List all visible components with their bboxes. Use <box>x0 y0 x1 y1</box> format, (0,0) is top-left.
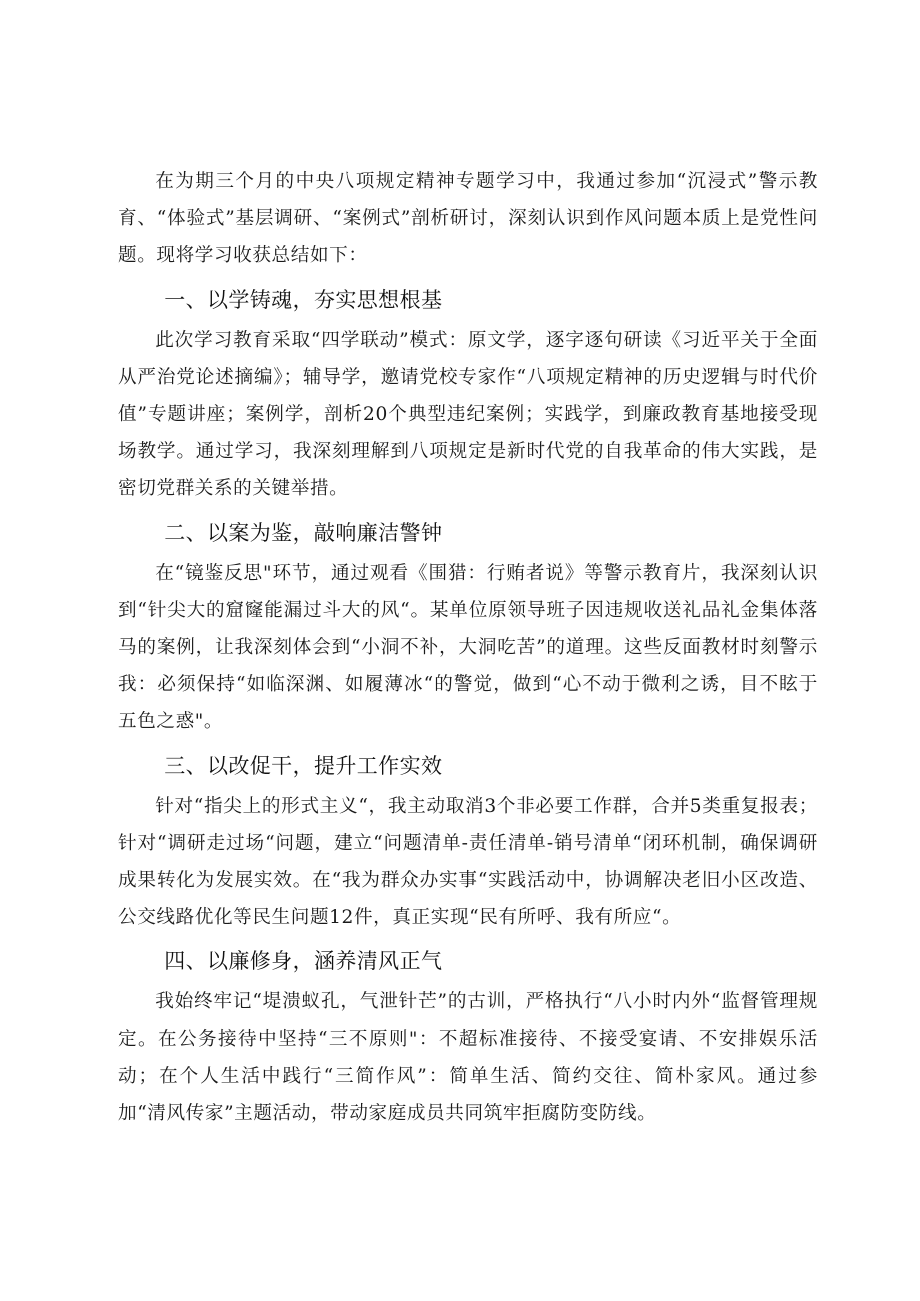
section-body-3: 针对“指尖上的形式主义“，我主动取消3个非必要工作群，合并5类重复报表；针对“调研走过场“问题，建立“问题清单-责任清单-销号清单“闭环机制，确保调研成果转化为发展实效。在“我为群众办实事“实践活动中，协调解决老旧小区改造、公交线路优化等民生问题12件，真正实现“民有所呼、我有所应“。 <box>118 795 818 929</box>
document-page <box>118 163 818 1139</box>
section-heading-3: 三、以改促干，提升工作实效 <box>164 753 443 778</box>
section-body-1: 此次学习教育采取“四学联动”模式：原文学，逐字逐句研读《习近平关于全面从严治党论述摘编》；辅导学，邀请党校专家作“八项规定精神的历史逻辑与时代价值”专题讲座；案例学，剖析20个典型违纪案例；实践学，到廉政教育基地接受现场教学。通过学习，我深刻理解到八项规定是新时代党的自我革命的伟大实践，是密切党群关系的关键举措。 <box>118 329 818 500</box>
section-heading-2: 二、以案为鉴，敲响廉洁警钟 <box>164 520 443 545</box>
section-heading-4: 四、以廉修身，涵养清风正气 <box>164 949 443 974</box>
intro-paragraph: 在为期三个月的中央八项规定精神专题学习中，我通过参加“沉浸式”警示教育、“体验式”基层调研、“案例式”剖析研讨，深刻认识到作风问题本质上是党性问题。现将学习收获总结如下： <box>118 171 818 267</box>
section-body-4: 我始终牢记“堤溃蚁孔，气泄针芒”的古训，严格执行“八小时内外“监督管理规定。在公务接待中坚持“三不原则"：不超标准接待、不接受宴请、不安排娱乐活动；在个人生活中践行“三简作风”：简单生活、简约交往、简朴家风。通过参加“清风传家”主题活动，带动家庭成员共同筑牢拒腐防变防线。 <box>118 991 818 1125</box>
section-body-2: 在“镜鉴反思"环节，通过观看《围猎：行贿者说》等警示教育片，我深刻认识到“针尖大的窟窿能漏过斗大的风“。某单位原领导班子因违规收送礼品礼金集体落马的案例，让我深刻体会到“小洞不补，大洞吃苦”的道理。这些反面教材时刻警示我：必须保持“如临深渊、如履薄冰“的警觉，做到“心不动于微利之诱，目不眩于五色之惑"。 <box>118 562 818 733</box>
section-heading-1: 一、以学铸魂，夯实思想根基 <box>164 287 443 312</box>
